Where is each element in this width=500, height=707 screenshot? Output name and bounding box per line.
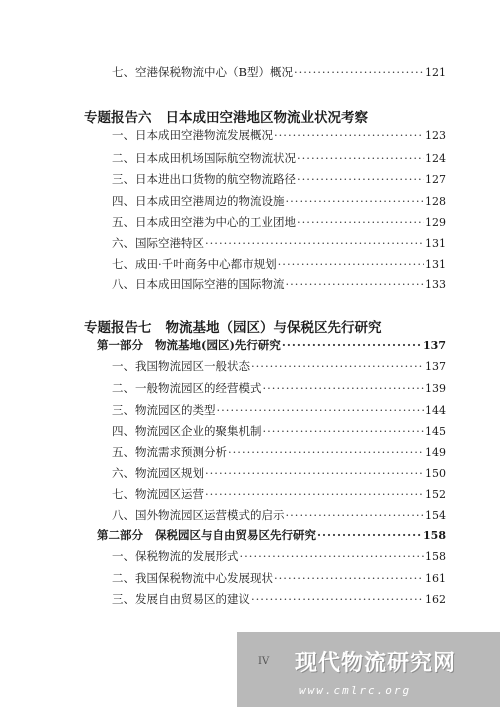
toc-entry [112, 568, 446, 588]
toc-entry-label: 二、一般物流园区的经营模式 [112, 381, 262, 395]
leader-dots [205, 233, 424, 253]
toc-entry-page: 131 [425, 237, 446, 250]
toc-entry-label: 七、物流园区运营 [112, 487, 204, 501]
toc-entry [112, 62, 446, 82]
toc-entry-page: 161 [425, 572, 446, 585]
section-heading-title: 日本成田空港地区物流业状况考察 [165, 110, 368, 126]
toc-entry [112, 589, 446, 609]
toc-entry-page: 154 [425, 509, 446, 522]
toc-entry [112, 233, 446, 253]
leader-dots [286, 505, 425, 525]
leader-dots [297, 148, 424, 168]
toc-entry [112, 356, 446, 376]
leader-dots [205, 484, 424, 504]
leader-dots [274, 125, 424, 145]
toc-entry-label: 三、发展自由贸易区的建议 [112, 592, 250, 606]
toc-entry [112, 125, 446, 145]
toc-part [97, 525, 446, 545]
toc-entry-page: 133 [425, 278, 446, 291]
leader-dots [317, 525, 422, 545]
toc-entry-page: 158 [425, 550, 446, 563]
toc-entry [112, 212, 446, 232]
toc-entry-page: 124 [425, 152, 446, 165]
leader-dots [251, 589, 424, 609]
toc-entry-label: 二、我国保税物流中心发展现状 [112, 571, 273, 585]
leader-dots [263, 421, 425, 441]
toc-entry-page: 137 [425, 360, 446, 373]
leader-dots [274, 568, 424, 588]
leader-dots [297, 212, 424, 232]
toc-part-title: 物流基地(园区)先行研究 [155, 338, 281, 352]
leader-dots [282, 335, 422, 355]
toc-part-prefix: 第二部分 [97, 528, 143, 542]
toc-entry-label: 二、日本成田机场国际航空物流状况 [112, 151, 296, 165]
toc-entry-page: 144 [425, 404, 446, 417]
toc-part [97, 335, 446, 355]
toc-entry-label: 七、成田·千叶商务中心都市规划 [112, 257, 277, 271]
toc-entry-label: 六、国际空港特区 [112, 236, 204, 250]
toc-part-page: 158 [423, 529, 446, 542]
leader-dots [286, 274, 425, 294]
toc-entry-label: 八、国外物流园区运营模式的启示 [112, 508, 285, 522]
toc-part-label [97, 525, 316, 545]
leader-dots [278, 254, 424, 274]
toc-entry-label: 六、物流园区规划 [112, 466, 204, 480]
toc-entry-label: 一、我国物流园区一般状态 [112, 359, 250, 373]
toc-entry-page: 129 [425, 216, 446, 229]
toc-part-title: 保税园区与自由贸易区先行研究 [155, 528, 317, 542]
leader-dots [294, 62, 424, 82]
toc-entry [112, 148, 446, 168]
toc-entry [112, 505, 446, 525]
leader-dots [286, 191, 425, 211]
toc-entry-page: 145 [425, 425, 446, 438]
section-heading-prefix: 专题报告七 [84, 320, 152, 336]
section-heading-prefix: 专题报告六 [84, 110, 152, 126]
toc-entry-page: 127 [425, 173, 446, 186]
toc-entry [112, 463, 446, 483]
toc-entry-page: 128 [425, 195, 446, 208]
section-heading [84, 106, 368, 126]
toc-entry-page: 152 [425, 488, 446, 501]
toc-entry-page: 150 [425, 467, 446, 480]
toc-entry-page: 123 [425, 129, 446, 142]
section-heading [84, 316, 382, 336]
toc-entry [112, 378, 446, 398]
leader-dots [205, 463, 424, 483]
toc-part-label [97, 335, 281, 355]
toc-part-page: 137 [423, 339, 446, 352]
leader-dots [240, 546, 425, 566]
toc-entry-page: 131 [425, 258, 446, 271]
toc-entry [112, 274, 446, 294]
toc-entry-label: 四、日本成田空港周边的物流设施 [112, 194, 285, 208]
toc-entry-label: 七、空港保税物流中心（B型）概况 [112, 65, 293, 79]
toc-entry-label: 四、物流园区企业的聚集机制 [112, 424, 262, 438]
toc-entry-label: 五、日本成田空港为中心的工业团地 [112, 215, 296, 229]
toc-entry [112, 442, 446, 462]
toc-entry-label: 八、日本成田国际空港的国际物流 [112, 277, 285, 291]
toc-entry-page: 121 [425, 66, 446, 79]
leader-dots [263, 378, 425, 398]
toc-entry-page: 139 [425, 382, 446, 395]
toc-entry-label: 五、物流需求预测分析 [112, 445, 227, 459]
toc-entry-label: 一、保税物流的发展形式 [112, 549, 239, 563]
leader-dots [297, 169, 424, 189]
toc-entry [112, 254, 446, 274]
toc-entry [112, 169, 446, 189]
section-heading-title: 物流基地（园区）与保税区先行研究 [165, 320, 382, 336]
toc-entry-page: 149 [425, 446, 446, 459]
toc-entry [112, 484, 446, 504]
toc-entry-label: 三、日本进出口货物的航空物流路径 [112, 172, 296, 186]
watermark-banner [237, 632, 500, 707]
leader-dots [217, 400, 425, 420]
toc-entry-label: 一、日本成田空港物流发展概况 [112, 128, 273, 142]
toc-entry [112, 546, 446, 566]
watermark-title: 现代物流研究网 [295, 651, 457, 676]
leader-dots [228, 442, 424, 462]
watermark-url: www.cmlrc.org [299, 684, 412, 697]
toc-entry [112, 400, 446, 420]
toc-entry-page: 162 [425, 593, 446, 606]
toc-entry-label: 三、物流园区的类型 [112, 403, 216, 417]
page-number: IV [258, 656, 270, 667]
leader-dots [251, 356, 424, 376]
toc-entry [112, 191, 446, 211]
toc-entry [112, 421, 446, 441]
toc-part-prefix: 第一部分 [97, 338, 143, 352]
